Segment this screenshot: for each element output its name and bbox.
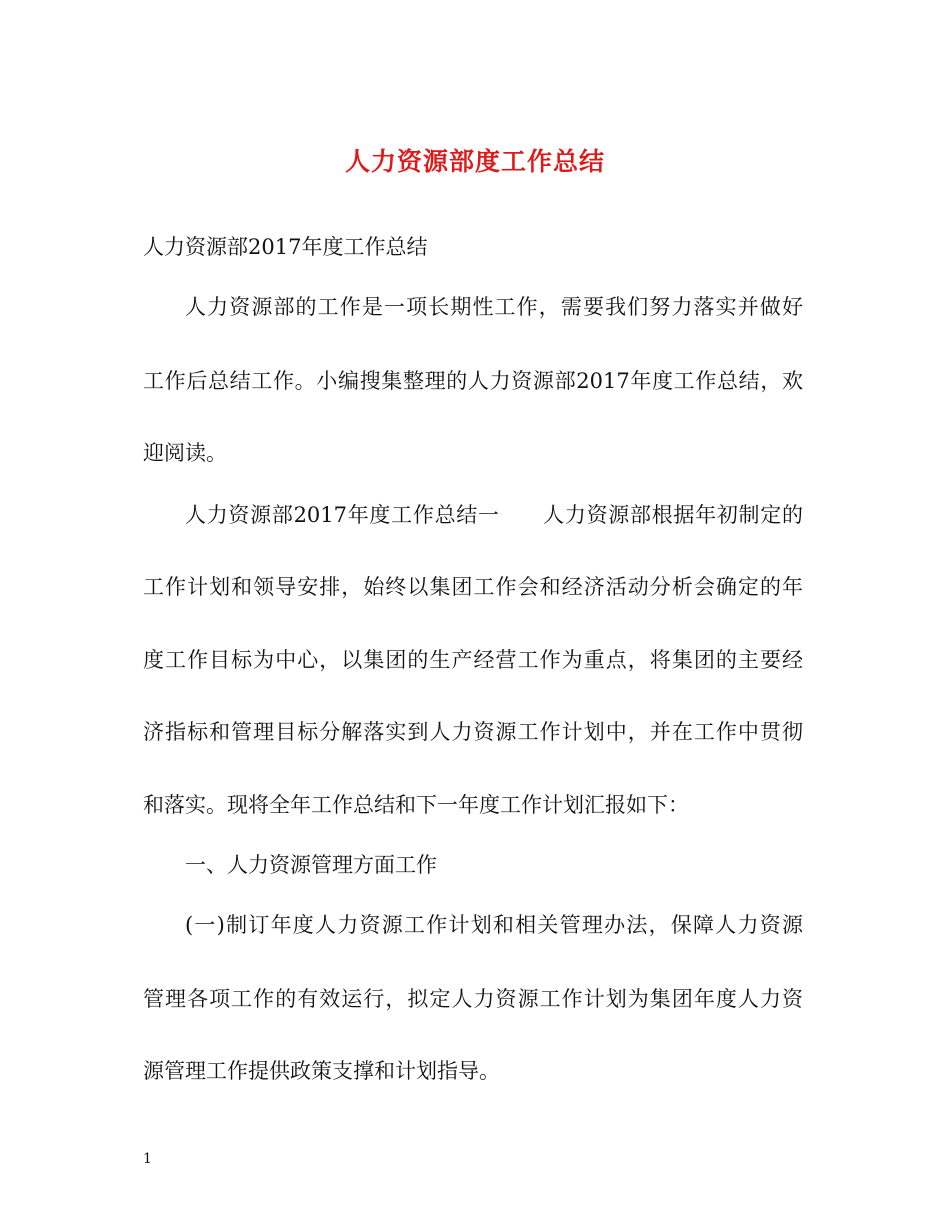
section-heading: 一、人力资源管理方面工作 (185, 853, 437, 877)
paragraph-line: 度工作目标为中心，以集团的生产经营工作为重点，将集团的主要经 (143, 648, 803, 672)
paragraph-line: 迎阅读。 (143, 441, 227, 465)
paragraph-line: 源管理工作提供政策支撑和计划指导。 (143, 1059, 500, 1083)
paragraph-line: 工作计划和领导安排，始终以集团工作会和经济活动分析会确定的年 (143, 575, 803, 599)
paragraph-line: 工作后总结工作。小编搜集整理的人力资源部2017年度工作总结，欢 (143, 369, 803, 393)
paragraph-line: 济指标和管理目标分解落实到人力资源工作计划中，并在工作中贯彻 (143, 720, 803, 744)
paragraph-line: 人力资源部的工作是一项长期性工作，需要我们努力落实并做好 (185, 295, 803, 319)
document-title: 人力资源部度工作总结 (344, 147, 605, 176)
paragraph-line: 人力资源部2017年度工作总结一 人力资源部根据年初制定的 (185, 503, 803, 527)
paragraph-line: (一)制订年度人力资源工作计划和相关管理办法，保障人力资源 (185, 913, 803, 937)
paragraph-line: 和落实。现将全年工作总结和下一年度工作计划汇报如下： (143, 793, 689, 817)
page-number: 1 (143, 1151, 152, 1167)
paragraph-line: 管理各项工作的有效运行，拟定人力资源工作计划为集团年度人力资 (143, 987, 803, 1011)
document-subtitle: 人力资源部2017年度工作总结 (143, 235, 428, 259)
